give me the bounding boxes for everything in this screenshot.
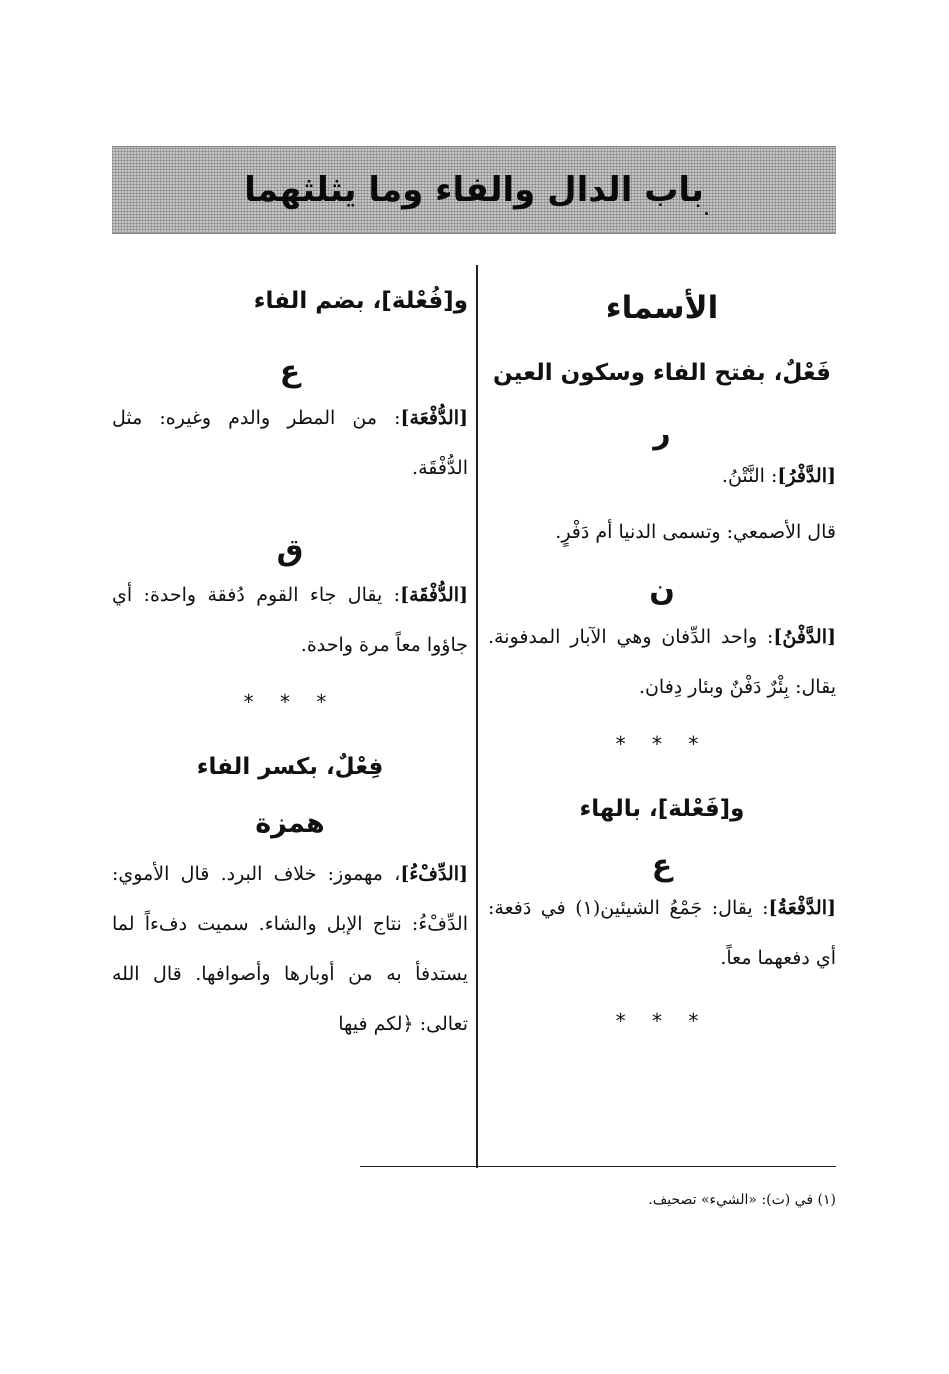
- entry: [112, 570, 468, 670]
- letter-heading: ع: [279, 354, 301, 389]
- pattern-heading: فَعْلٌ، بفتح الفاء وسكون العين: [493, 360, 831, 386]
- section-separator: * * *: [243, 690, 337, 714]
- entry-text: : واحد الدِّفان وهي الآبار المدفونة. يقال: بِئْرٌ دَفْنٌ وبئار دِفان.: [488, 626, 836, 698]
- section-separator: * * *: [615, 732, 709, 756]
- letter-heading: همزة: [255, 808, 325, 839]
- entry-term: [الدَّفْرُ]: [777, 465, 836, 487]
- entry: [488, 883, 836, 983]
- entry-text: : من المطر والدم وغيره: مثل الدُّفْقَة.: [112, 407, 468, 479]
- pattern-heading: و[فَعْلة]، بالهاء: [579, 796, 745, 822]
- chapter-banner: [112, 146, 836, 234]
- column-divider: [476, 265, 478, 1168]
- chapter-title: باب الدال والفاء وما يثلثهما: [244, 170, 704, 210]
- letter-heading: ع: [651, 848, 673, 883]
- entry: [112, 849, 468, 1049]
- entry-text: ، مهموز: خلاف البرد. قال الأموي: الدِّفْءُ: نتاج الإبل والشاء. سميت دفءاً لما يستدفأ به من أوبارها وأصوافها. قال الله تعالى: ﴿لكم فيها: [112, 863, 468, 1035]
- section-title: الأسماء: [605, 290, 719, 326]
- footnote-rule: [360, 1166, 836, 1167]
- letter-heading: ر: [653, 416, 671, 451]
- section-separator: * * *: [615, 1009, 709, 1033]
- entry-term: [الدَّفْنُ]: [773, 626, 836, 648]
- entry-text: : يقال جاء القوم دُفقة واحدة: أي جاؤوا معاً مرة واحدة.: [112, 584, 468, 656]
- pattern-heading: فِعْلٌ، بكسر الفاء: [196, 754, 384, 780]
- banner-dot: [705, 212, 708, 215]
- entry-term: [الدُّفْعَة]: [400, 407, 468, 429]
- entry: [112, 393, 468, 493]
- entry: قال الأصمعي: وتسمى الدنيا أم دَفْرٍ.: [555, 521, 836, 543]
- entry-text: : النَّتْنُ.: [721, 465, 778, 487]
- entry-text: : يقال: جَمْعُ الشيئين(١) في دَفعة: أي دفعهما معاً.: [488, 897, 836, 969]
- entry-term: [الدَّفْعَةُ]: [768, 897, 836, 919]
- entry-term: [الدِّفْءُ]: [400, 863, 468, 885]
- footnote: (١) في (ت): «الشيء» تصحيف.: [648, 1192, 836, 1208]
- entry-term: [الدُّفْقَة]: [400, 584, 468, 606]
- left-column: [112, 280, 468, 1049]
- letter-heading: ن: [649, 573, 675, 608]
- right-column: [488, 280, 836, 1033]
- entry: [488, 612, 836, 712]
- pattern-heading: و[فُعْلة]، بضم الفاء: [253, 288, 468, 314]
- letter-heading: ق: [276, 533, 304, 568]
- entry: [488, 451, 836, 501]
